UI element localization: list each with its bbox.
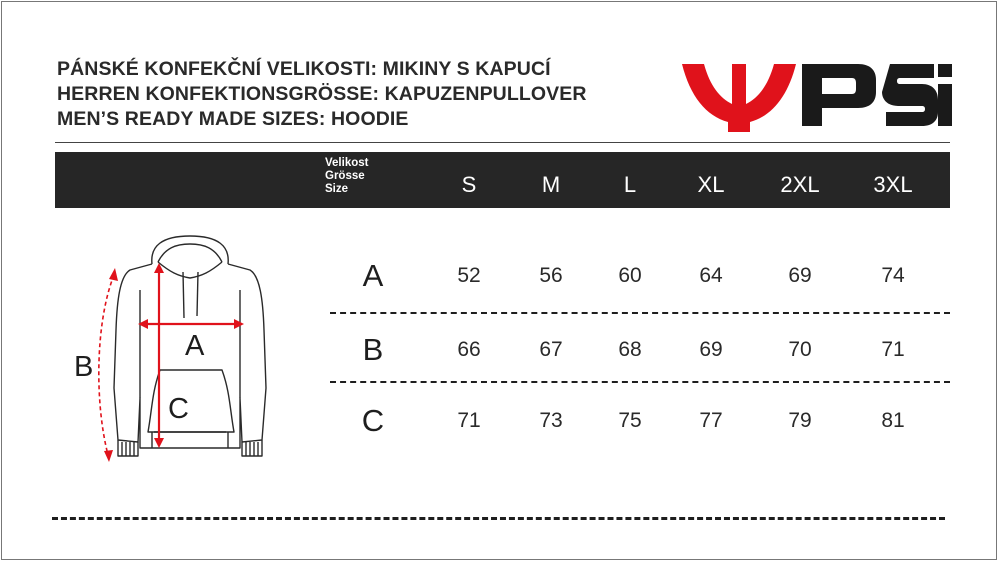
bottom-divider [52, 517, 945, 520]
size-header-xl: XL [697, 172, 725, 197]
title-german: HERREN KONFEKTIONSGRÖSSE: KAPUZENPULLOVER [57, 83, 587, 105]
hoodie-measurement-icon [60, 225, 290, 470]
cell-a-2xl: 69 [788, 264, 812, 287]
cell-b-xl: 69 [699, 338, 723, 361]
size-label-cz: Velikost [325, 157, 369, 169]
cell-b-s: 66 [457, 338, 481, 361]
cell-b-3xl: 71 [881, 338, 905, 361]
cell-c-xl: 77 [699, 409, 723, 432]
size-header-2xl: 2XL [780, 172, 820, 197]
cell-c-m: 73 [539, 409, 563, 432]
cell-b-l: 68 [618, 338, 642, 361]
diagram-label-a: A [185, 330, 205, 362]
title-divider [55, 142, 950, 143]
size-header-l: L [623, 172, 637, 197]
cell-c-3xl: 81 [881, 409, 905, 432]
cell-b-m: 67 [539, 338, 563, 361]
title-czech: PÁNSKÉ KONFEKČNÍ VELIKOSTI: MIKINY S KAPUCÍ [57, 58, 551, 80]
cell-a-xl: 64 [699, 264, 723, 287]
cell-a-m: 56 [539, 264, 563, 287]
diagram-label-c: C [168, 393, 189, 425]
size-label [325, 157, 368, 196]
cell-b-2xl: 70 [788, 338, 812, 361]
row-letter-b: B [362, 332, 384, 367]
cell-a-l: 60 [618, 264, 642, 287]
title-block [57, 57, 587, 132]
psi-trident-logo-icon [682, 64, 796, 132]
size-header-s: S [461, 172, 477, 197]
cell-a-3xl: 74 [881, 264, 905, 287]
row-divider [330, 312, 950, 314]
size-label-de: Grösse [325, 170, 365, 182]
cell-c-l: 75 [618, 409, 642, 432]
row-letter-c: C [361, 403, 385, 438]
cell-c-2xl: 79 [788, 409, 812, 432]
row-divider [330, 381, 950, 383]
size-label-en: Size [325, 183, 349, 195]
psi-letters [802, 64, 952, 126]
size-header-m: M [541, 172, 561, 197]
size-header-3xl: 3XL [873, 172, 913, 197]
diagram-label-b: B [74, 351, 94, 383]
psi-logo [680, 56, 952, 134]
cell-c-s: 71 [457, 409, 481, 432]
row-letter-a: A [362, 258, 384, 293]
title-english: MEN’S READY MADE SIZES: HOODIE [57, 108, 409, 130]
cell-a-s: 52 [457, 264, 481, 287]
